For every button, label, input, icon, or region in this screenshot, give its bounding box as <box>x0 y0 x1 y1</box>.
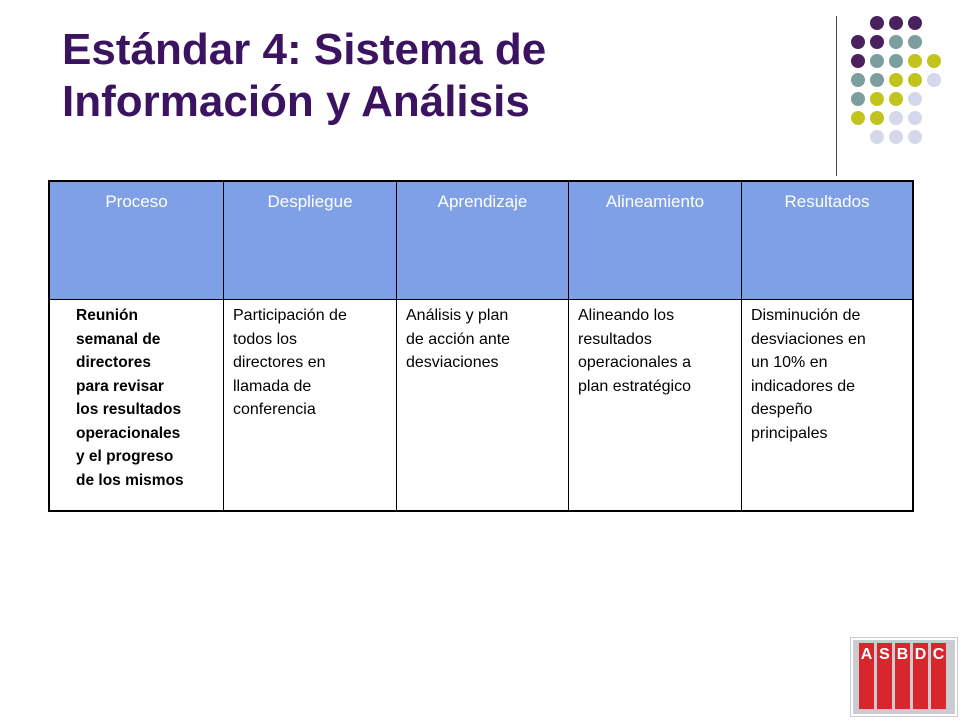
header-alineamiento: Alineamiento <box>569 182 742 300</box>
decorative-dot <box>908 92 922 106</box>
decorative-dot <box>927 54 941 68</box>
decorative-dot <box>889 130 903 144</box>
svg-text:A: A <box>860 646 873 663</box>
decorative-dot <box>851 111 865 125</box>
decorative-dot <box>908 16 922 30</box>
cell-aprendizaje: Análisis y plan de acción ante desviaciones <box>397 300 569 510</box>
cell-proceso: Reunión semanal de directores para revisar los resultados operacionales y el progreso de los mismos <box>50 300 224 510</box>
svg-text:D: D <box>914 646 927 663</box>
decorative-dot <box>870 92 884 106</box>
decorative-dot <box>870 111 884 125</box>
decorative-dot <box>889 16 903 30</box>
decorative-dot <box>851 92 865 106</box>
decorative-dot <box>870 16 884 30</box>
decorative-dot <box>889 35 903 49</box>
decorative-dot <box>889 54 903 68</box>
header-resultados: Resultados <box>742 182 912 300</box>
header-proceso: Proceso <box>50 182 224 300</box>
decorative-dot <box>889 73 903 87</box>
svg-text:C: C <box>932 646 945 663</box>
decorative-dot <box>870 35 884 49</box>
decorative-dot <box>927 73 941 87</box>
decorative-dot <box>889 111 903 125</box>
decorative-dot-grid <box>0 0 960 180</box>
svg-text:B: B <box>896 646 909 663</box>
decorative-dot <box>908 35 922 49</box>
decorative-dot <box>908 111 922 125</box>
decorative-dot <box>851 35 865 49</box>
title-line-1: Estándar 4: Sistema de <box>62 25 547 74</box>
decorative-dot <box>851 54 865 68</box>
decorative-dot <box>870 54 884 68</box>
cell-despliegue: Participación de todos los directores en llamada de conferencia <box>224 300 397 510</box>
cell-resultados: Disminución de desviaciones en un 10% en indicadores de despeño principales <box>742 300 912 510</box>
decorative-dot <box>870 130 884 144</box>
decorative-dot <box>851 73 865 87</box>
cell-alineamiento: Alineando los resultados operacionales a plan estratégico <box>569 300 742 510</box>
decorative-dot <box>908 54 922 68</box>
standards-table <box>48 180 914 512</box>
header-aprendizaje: Aprendizaje <box>397 182 569 300</box>
decorative-dot <box>889 92 903 106</box>
asbdc-logo <box>850 637 958 717</box>
title-line-2: Información y Análisis <box>62 77 530 126</box>
decorative-dot <box>870 73 884 87</box>
decorative-dot <box>908 73 922 87</box>
svg-text:S: S <box>879 646 890 663</box>
decorative-dot <box>908 130 922 144</box>
header-despliegue: Despliegue <box>224 182 397 300</box>
